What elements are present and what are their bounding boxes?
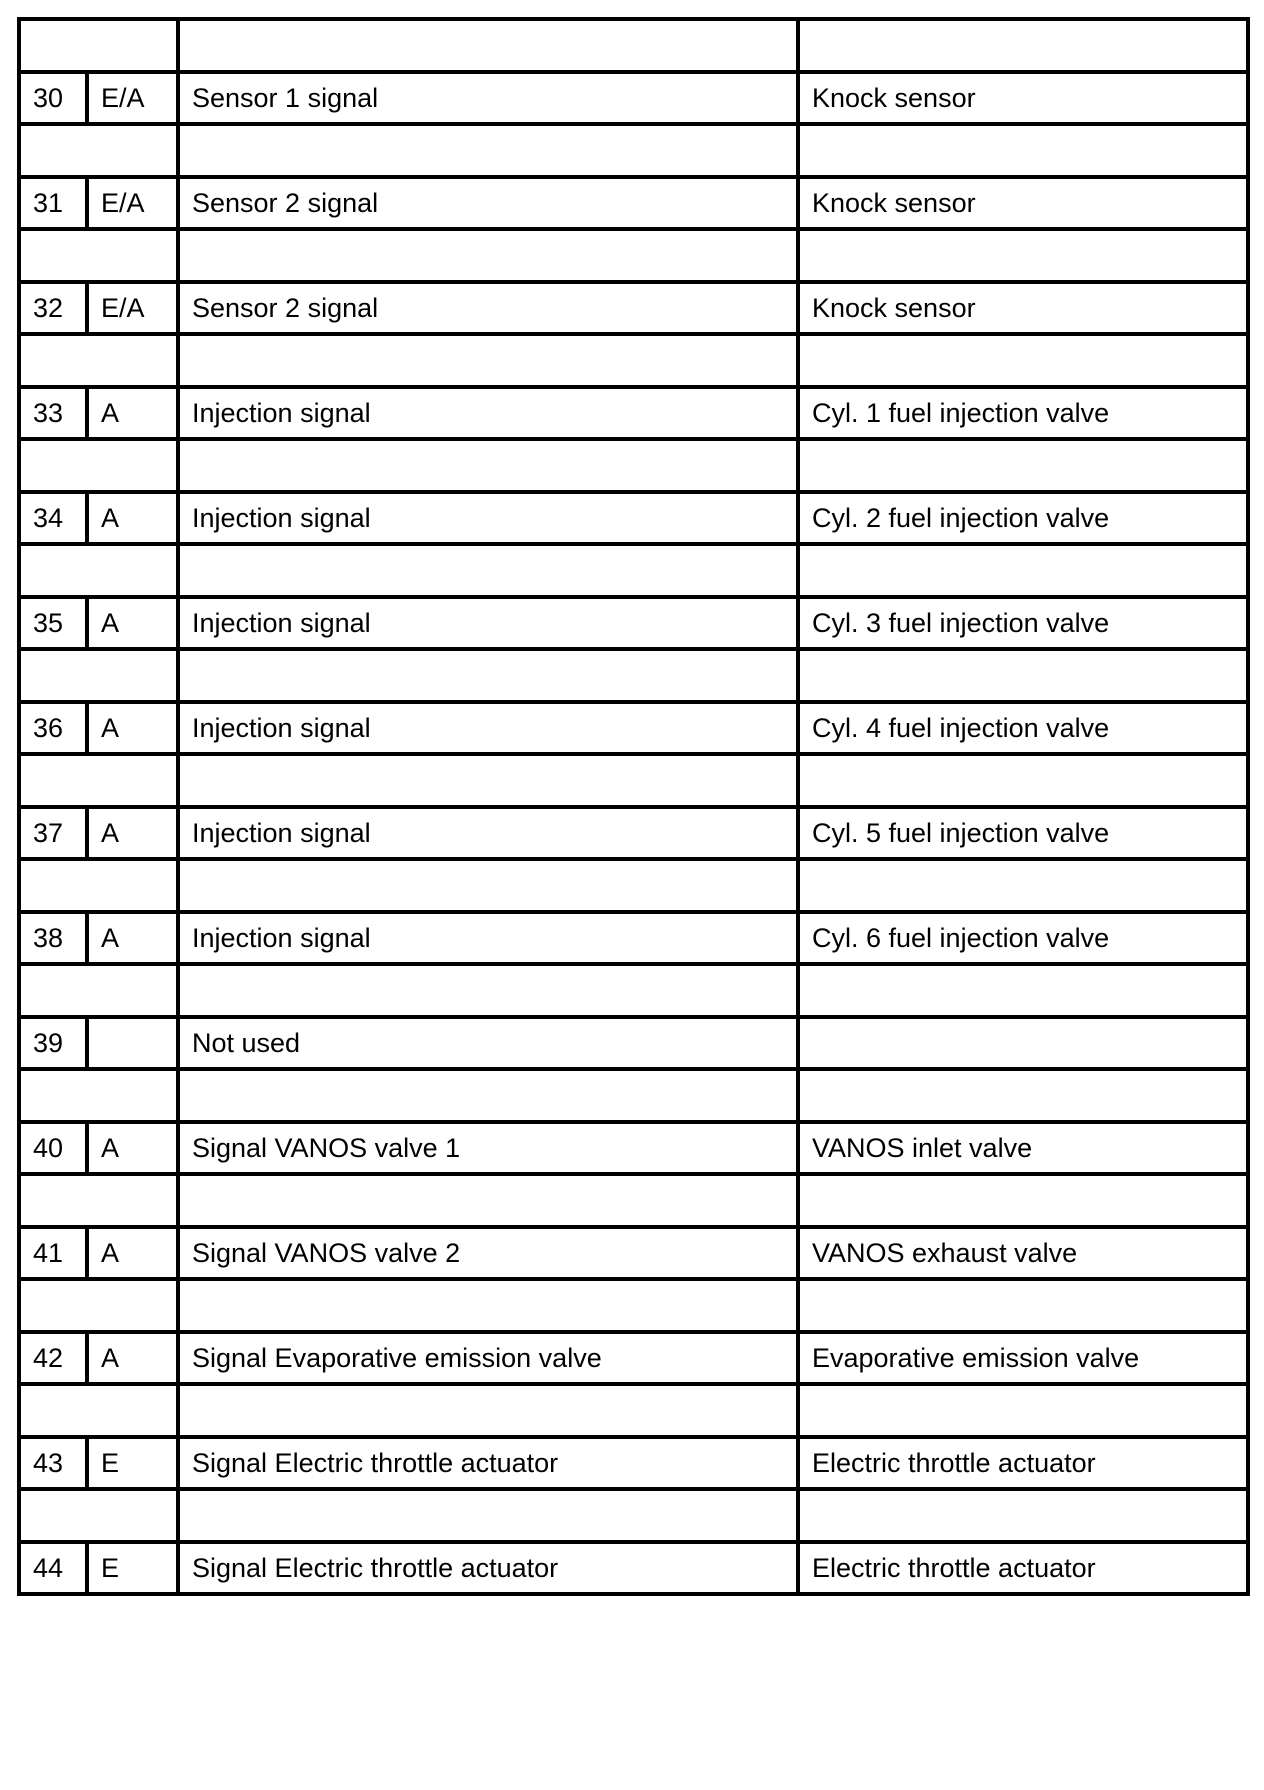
table-row [19, 912, 1248, 964]
pin-cell: 35 [19, 597, 87, 649]
type-cell: E [87, 1437, 178, 1489]
pin-cell: 37 [19, 807, 87, 859]
component-cell: VANOS exhaust valve [798, 1227, 1248, 1279]
empty-cell [178, 229, 798, 282]
component-cell: Cyl. 1 fuel injection valve [798, 387, 1248, 439]
spacer-row [19, 964, 1248, 1017]
spacer-row [19, 859, 1248, 912]
component-cell [798, 1017, 1248, 1069]
type-cell: A [87, 807, 178, 859]
spacer-row [19, 544, 1248, 597]
empty-cell [798, 649, 1248, 702]
empty-cell [19, 754, 178, 807]
table-body [19, 19, 1248, 1594]
empty-cell [798, 439, 1248, 492]
spacer-row [19, 1174, 1248, 1227]
signal-cell: Sensor 1 signal [178, 72, 798, 124]
empty-cell [178, 334, 798, 387]
empty-cell [798, 334, 1248, 387]
empty-cell [798, 19, 1248, 72]
empty-cell [19, 964, 178, 1017]
empty-cell [798, 229, 1248, 282]
empty-cell [178, 124, 798, 177]
pin-cell: 38 [19, 912, 87, 964]
table-row [19, 282, 1248, 334]
empty-cell [178, 1384, 798, 1437]
table-row [19, 1437, 1248, 1489]
signal-cell: Injection signal [178, 597, 798, 649]
empty-cell [798, 1174, 1248, 1227]
empty-cell [19, 124, 178, 177]
empty-cell [19, 1384, 178, 1437]
empty-cell [798, 1279, 1248, 1332]
spacer-row [19, 439, 1248, 492]
empty-cell [178, 544, 798, 597]
spacer-row [19, 124, 1248, 177]
signal-cell: Signal VANOS valve 1 [178, 1122, 798, 1174]
pin-cell: 33 [19, 387, 87, 439]
empty-cell [178, 1279, 798, 1332]
empty-cell [178, 754, 798, 807]
empty-cell [178, 859, 798, 912]
empty-cell [798, 1069, 1248, 1122]
empty-cell [19, 1489, 178, 1542]
pin-cell: 39 [19, 1017, 87, 1069]
type-cell: E/A [87, 72, 178, 124]
signal-cell: Signal Electric throttle actuator [178, 1437, 798, 1489]
signal-cell: Injection signal [178, 807, 798, 859]
empty-cell [19, 229, 178, 282]
component-cell: Cyl. 3 fuel injection valve [798, 597, 1248, 649]
empty-cell [19, 334, 178, 387]
signal-cell: Not used [178, 1017, 798, 1069]
empty-cell [178, 1174, 798, 1227]
pin-assignment-table [17, 17, 1250, 1596]
table-row [19, 1332, 1248, 1384]
table-row [19, 72, 1248, 124]
table-row [19, 1227, 1248, 1279]
empty-cell [19, 439, 178, 492]
spacer-row [19, 1489, 1248, 1542]
spacer-row [19, 649, 1248, 702]
empty-cell [798, 859, 1248, 912]
table-row [19, 807, 1248, 859]
signal-cell: Signal VANOS valve 2 [178, 1227, 798, 1279]
component-cell: Cyl. 4 fuel injection valve [798, 702, 1248, 754]
signal-cell: Injection signal [178, 492, 798, 544]
table-row [19, 387, 1248, 439]
empty-cell [798, 754, 1248, 807]
table-row [19, 702, 1248, 754]
component-cell: VANOS inlet valve [798, 1122, 1248, 1174]
type-cell: A [87, 1332, 178, 1384]
pin-cell: 40 [19, 1122, 87, 1174]
type-cell: A [87, 387, 178, 439]
table-row [19, 1542, 1248, 1594]
signal-cell: Injection signal [178, 387, 798, 439]
spacer-row [19, 1069, 1248, 1122]
type-cell: A [87, 1122, 178, 1174]
type-cell: A [87, 597, 178, 649]
component-cell: Cyl. 5 fuel injection valve [798, 807, 1248, 859]
type-cell: E/A [87, 282, 178, 334]
spacer-row [19, 1279, 1248, 1332]
empty-cell [19, 649, 178, 702]
pin-cell: 42 [19, 1332, 87, 1384]
component-cell: Cyl. 2 fuel injection valve [798, 492, 1248, 544]
type-cell: E [87, 1542, 178, 1594]
signal-cell: Signal Evaporative emission valve [178, 1332, 798, 1384]
component-cell: Knock sensor [798, 177, 1248, 229]
empty-cell [798, 1384, 1248, 1437]
empty-cell [178, 1069, 798, 1122]
type-cell: A [87, 492, 178, 544]
empty-cell [19, 1069, 178, 1122]
table-row [19, 1017, 1248, 1069]
pin-cell: 32 [19, 282, 87, 334]
pin-cell: 44 [19, 1542, 87, 1594]
spacer-row [19, 1384, 1248, 1437]
pin-cell: 41 [19, 1227, 87, 1279]
table-row [19, 492, 1248, 544]
spacer-row [19, 229, 1248, 282]
empty-cell [19, 19, 178, 72]
empty-cell [798, 544, 1248, 597]
signal-cell: Sensor 2 signal [178, 282, 798, 334]
signal-cell: Signal Electric throttle actuator [178, 1542, 798, 1594]
signal-cell: Injection signal [178, 702, 798, 754]
empty-cell [19, 1279, 178, 1332]
component-cell: Cyl. 6 fuel injection valve [798, 912, 1248, 964]
empty-cell [178, 964, 798, 1017]
table-row [19, 597, 1248, 649]
pin-cell: 36 [19, 702, 87, 754]
empty-cell [798, 964, 1248, 1017]
table-row [19, 1122, 1248, 1174]
spacer-row [19, 19, 1248, 72]
pin-cell: 30 [19, 72, 87, 124]
empty-cell [178, 649, 798, 702]
empty-cell [798, 1489, 1248, 1542]
component-cell: Electric throttle actuator [798, 1437, 1248, 1489]
type-cell: A [87, 702, 178, 754]
type-cell: A [87, 1227, 178, 1279]
pin-cell: 43 [19, 1437, 87, 1489]
component-cell: Evaporative emission valve [798, 1332, 1248, 1384]
component-cell: Electric throttle actuator [798, 1542, 1248, 1594]
type-cell [87, 1017, 178, 1069]
empty-cell [19, 544, 178, 597]
empty-cell [798, 124, 1248, 177]
pin-cell: 34 [19, 492, 87, 544]
empty-cell [178, 439, 798, 492]
type-cell: E/A [87, 177, 178, 229]
signal-cell: Sensor 2 signal [178, 177, 798, 229]
empty-cell [19, 859, 178, 912]
component-cell: Knock sensor [798, 282, 1248, 334]
empty-cell [178, 1489, 798, 1542]
type-cell: A [87, 912, 178, 964]
spacer-row [19, 334, 1248, 387]
spacer-row [19, 754, 1248, 807]
table-row [19, 177, 1248, 229]
empty-cell [178, 19, 798, 72]
pin-cell: 31 [19, 177, 87, 229]
component-cell: Knock sensor [798, 72, 1248, 124]
signal-cell: Injection signal [178, 912, 798, 964]
empty-cell [19, 1174, 178, 1227]
